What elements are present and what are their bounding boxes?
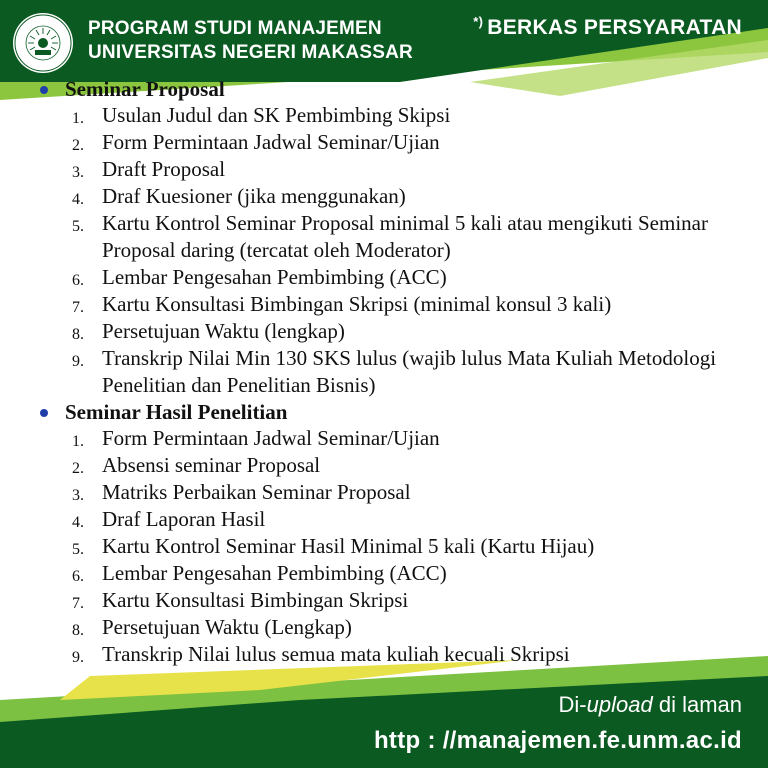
item-text: Draft Proposal (102, 157, 226, 181)
list-item (0, 345, 768, 399)
item-text: Usulan Judul dan SK Pembimbing Skipsi (102, 103, 451, 127)
item-text: Lembar Pengesahan Pembimbing (ACC) (102, 265, 447, 289)
item-number: 9. (72, 649, 84, 666)
university-name: UNIVERSITAS NEGERI MAKASSAR (88, 42, 413, 63)
list-item (0, 614, 768, 641)
item-text: Kartu Konsultasi Bimbingan Skripsi (102, 588, 409, 612)
item-text: Kartu Kontrol Seminar Proposal minimal 5 kali atau mengikuti Seminar Proposal daring (tercatat oleh Moderator) (102, 211, 708, 262)
item-number: 7. (72, 299, 84, 316)
list-item (0, 264, 768, 291)
section-title-text: Seminar Proposal (65, 77, 225, 101)
bullet-icon (40, 409, 48, 417)
item-text: Kartu Konsultasi Bimbingan Skripsi (minimal konsul 3 kali) (102, 292, 612, 316)
list-item (0, 587, 768, 614)
item-number: 6. (72, 568, 84, 585)
section-title (0, 76, 768, 102)
item-number: 1. (72, 110, 84, 127)
item-number: 8. (72, 622, 84, 639)
section-title (0, 399, 768, 425)
list-item (0, 210, 768, 264)
item-number: 4. (72, 514, 84, 531)
item-number: 6. (72, 272, 84, 289)
item-number: 3. (72, 487, 84, 504)
list-item (0, 641, 768, 668)
item-number: 9. (72, 353, 84, 370)
upload-prefix: Di- (558, 692, 587, 717)
berkas-title (473, 14, 742, 40)
item-text: Matriks Perbaikan Seminar Proposal (102, 480, 411, 504)
upload-note (559, 692, 742, 718)
requirements-list (0, 76, 768, 668)
item-text: Form Permintaan Jadwal Seminar/Ujian (102, 130, 440, 154)
list-item (0, 318, 768, 345)
berkas-title-text: BERKAS PERSYARATAN (487, 16, 742, 39)
list-item (0, 452, 768, 479)
item-number: 5. (72, 218, 84, 235)
upload-italic: upload (586, 692, 653, 717)
item-text: Persetujuan Waktu (Lengkap) (102, 615, 352, 639)
list-item (0, 183, 768, 210)
website-url[interactable]: http : //manajemen.fe.unm.ac.id (373, 727, 742, 754)
list-item (0, 560, 768, 587)
item-text: Transkrip Nilai Min 130 SKS lulus (wajib lulus Mata Kuliah Metodologi Penelitian dan Penelitian Bisnis) (102, 346, 717, 397)
item-number: 3. (72, 164, 84, 181)
list-item (0, 291, 768, 318)
item-text: Transkrip Nilai lulus semua mata kuliah kecuali Skripsi (102, 642, 570, 666)
list-item (0, 533, 768, 560)
item-text: Persetujuan Waktu (lengkap) (102, 319, 345, 343)
list-item (0, 506, 768, 533)
program-name: PROGRAM STUDI MANAJEMEN (88, 18, 382, 39)
item-number: 8. (72, 326, 84, 343)
list-item (0, 102, 768, 129)
item-text: Draf Kuesioner (jika menggunakan) (102, 184, 406, 208)
item-text: Absensi seminar Proposal (102, 453, 321, 477)
list-item (0, 479, 768, 506)
item-text: Draf Laporan Hasil (102, 507, 266, 531)
list-item (0, 425, 768, 452)
berkas-marker: *) (473, 14, 484, 29)
section-title-text: Seminar Hasil Penelitian (65, 400, 288, 424)
item-number: 7. (72, 595, 84, 612)
item-number: 2. (72, 137, 84, 154)
item-number: 2. (72, 460, 84, 477)
list-item (0, 129, 768, 156)
item-number: 5. (72, 541, 84, 558)
item-text: Kartu Kontrol Seminar Hasil Minimal 5 kali (Kartu Hijau) (102, 534, 595, 558)
item-text: Lembar Pengesahan Pembimbing (ACC) (102, 561, 447, 585)
item-number: 1. (72, 433, 84, 450)
item-number: 4. (72, 191, 84, 208)
list-item (0, 156, 768, 183)
upload-suffix: di laman (652, 692, 742, 717)
item-text: Form Permintaan Jadwal Seminar/Ujian (102, 426, 440, 450)
unm-logo-icon (12, 12, 74, 74)
bullet-icon (40, 86, 48, 94)
